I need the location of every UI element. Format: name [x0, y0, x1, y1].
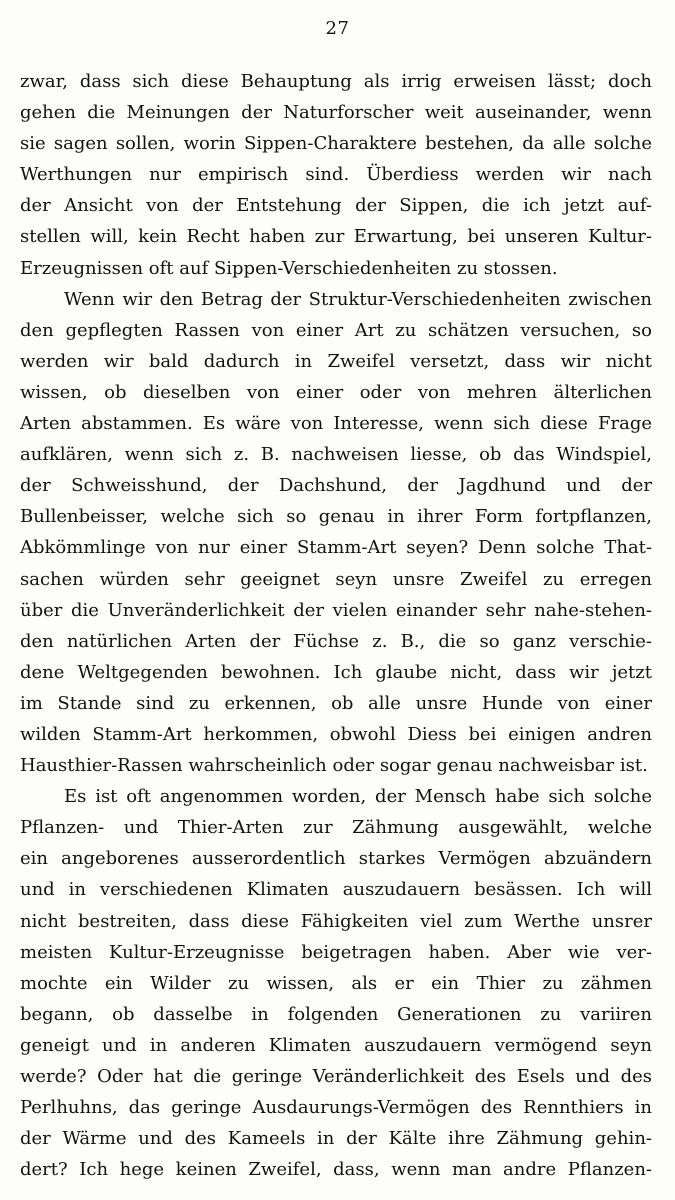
text-line: Bullenbeisser, welche sich so genau in ihrer Form fortpflanzen, [20, 506, 652, 528]
text-line: ein angeborenes ausserordentlich starkes Vermögen abzuändern [20, 848, 652, 870]
text-line: dene Weltgegenden bewohnen. Ich glaube nicht, dass wir jetzt [20, 661, 652, 683]
text-line: mochte ein Wilder zu wissen, als er ein Thier zu zähmen [20, 972, 652, 994]
text-line: aufklären, wenn sich z. B. nachweisen liesse, ob das Windspiel, [20, 444, 652, 466]
text-line: werde? Oder hat die geringe Veränderlichkeit des Esels und des [20, 1066, 652, 1087]
page-number: 27 [325, 18, 350, 39]
text-line: der Wärme und des Kameels in der Kälte ihre Zähmung gehin- [20, 1128, 652, 1150]
text-line: der Ansicht von der Entstehung der Sippen, die ich jetzt auf- [20, 195, 652, 217]
text-line: den natürlichen Arten der Füchse z. B., die so ganz verschie- [20, 630, 652, 652]
text-line: über die Unveränderlichkeit der vielen einander sehr nahe-stehen- [20, 599, 652, 621]
text-line: sachen würden sehr geeignet seyn unsre Zweifel zu erregen [20, 568, 652, 590]
text-line: gehen die Meinungen der Naturforscher weit auseinander, wenn [20, 102, 652, 124]
text-line: und in verschiedenen Klimaten auszudauern besässen. Ich will [20, 879, 652, 901]
text-line: wilden Stamm-Art herkommen, obwohl Diess bei einigen andren [20, 723, 652, 745]
body-text [20, 66, 652, 1185]
text-line: Perlhuhns, das geringe Ausdaurungs-Vermögen des Rennthiers in [20, 1097, 652, 1119]
text-line: Werthungen nur empirisch sind. Überdiess werden wir nach [20, 164, 652, 186]
text-line: Arten abstammen. Es wäre von Interesse, wenn sich diese Frage [20, 413, 652, 435]
text-line: nicht bestreiten, dass diese Fähigkeiten viel zum Werthe unsrer [20, 910, 652, 932]
text-line: zwar, dass sich diese Behauptung als irrig erweisen lässt; doch [20, 71, 652, 92]
text-line: wissen, ob dieselben von einer oder von mehren älterlichen [20, 381, 652, 403]
text-line: geneigt und in anderen Klimaten auszudauern vermögend seyn [20, 1034, 652, 1056]
text-line: im Stande sind zu erkennen, ob alle unsre Hunde von einer [20, 692, 652, 714]
text-line: der Schweisshund, der Dachshund, der Jagdhund und der [20, 475, 652, 497]
text-line: stellen will, kein Recht haben zur Erwartung, bei unseren Kultur- [20, 226, 652, 248]
text-line: Abkömmlinge von nur einer Stamm-Art seyen? Denn solche That- [20, 537, 652, 559]
text-line: Wenn wir den Betrag der Struktur-Verschiedenheiten zwischen [64, 288, 652, 310]
text-line: werden wir bald dadurch in Zweifel versetzt, dass wir nicht [20, 350, 652, 372]
text-line: dert? Ich hege keinen Zweifel, dass, wenn man andre Pflanzen- [20, 1159, 652, 1181]
text-line: Hausthier-Rassen wahrscheinlich oder sogar genau nachweisbar ist. [20, 755, 648, 777]
text-line: begann, ob dasselbe in folgenden Generationen zu variiren [20, 1003, 652, 1025]
text-line: Es ist oft angenommen worden, der Mensch habe sich solche [64, 786, 652, 808]
text-line: sie sagen sollen, worin Sippen-Charaktere bestehen, da alle solche [20, 133, 652, 155]
text-line: den gepflegten Rassen von einer Art zu schätzen versuchen, so [20, 319, 652, 341]
text-line: meisten Kultur-Erzeugnisse beigetragen haben. Aber wie ver- [20, 941, 652, 963]
text-line: Erzeugnissen oft auf Sippen-Verschiedenheiten zu stossen. [20, 257, 558, 279]
text-line: Pflanzen- und Thier-Arten zur Zähmung ausgewählt, welche [20, 817, 652, 839]
